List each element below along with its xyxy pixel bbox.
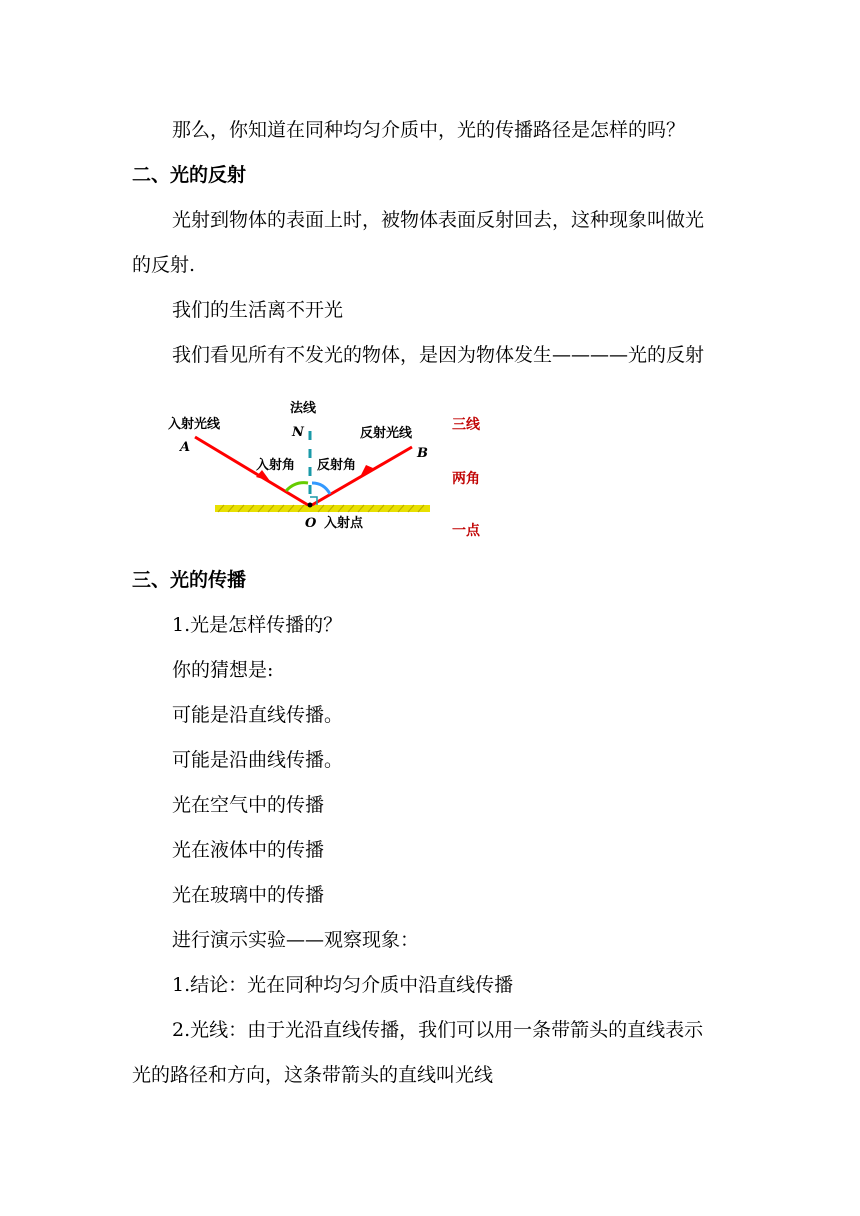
paragraph-medium-liquid: 光在液体中的传播 bbox=[172, 839, 325, 861]
reflection-diagram bbox=[160, 395, 500, 545]
paragraph-guess: 你的猜想是: bbox=[172, 659, 274, 681]
incident-point-dot bbox=[308, 503, 313, 508]
reflected-ray bbox=[312, 447, 412, 505]
label-one-point: 一点 bbox=[452, 523, 480, 539]
incident-angle-arc bbox=[286, 483, 308, 491]
label-point-b: B bbox=[417, 446, 428, 461]
label-incident-angle: 入射角 bbox=[256, 458, 296, 473]
paragraph-reflection-def-line1: 光射到物体的表面上时，被物体表面反射回去，这种现象叫做光 bbox=[172, 209, 705, 231]
paragraph-medium-glass: 光在玻璃中的传播 bbox=[172, 884, 325, 906]
label-normal: 法线 bbox=[290, 401, 317, 416]
label-three-lines: 三线 bbox=[452, 417, 480, 433]
paragraph-experiment: 进行演示实验——观察现象： bbox=[172, 929, 420, 951]
heading-reflection: 二、光的反射 bbox=[132, 164, 247, 186]
paragraph-conclusion: 1.结论：光在同种均匀介质中沿直线传播 bbox=[172, 974, 514, 996]
paragraph-medium-air: 光在空气中的传播 bbox=[172, 794, 325, 816]
paragraph-q1: 1.光是怎样传播的？ bbox=[172, 614, 343, 636]
paragraph-reflection-def-line2: 的反射. bbox=[132, 254, 196, 276]
label-reflection-angle: 反射角 bbox=[317, 458, 357, 473]
label-point-n: N bbox=[292, 425, 304, 440]
label-two-angles: 两角 bbox=[452, 471, 480, 487]
paragraph-seeing: 我们看见所有不发光的物体，是因为物体发生————光的反射 bbox=[172, 344, 705, 366]
label-point-a: A bbox=[180, 440, 191, 455]
paragraph-life: 我们的生活离不开光 bbox=[172, 299, 344, 321]
heading-propagation: 三、光的传播 bbox=[132, 569, 247, 591]
paragraph-question: 那么，你知道在同种均匀介质中，光的传播路径是怎样的吗？ bbox=[172, 119, 686, 141]
paragraph-guess-1: 可能是沿直线传播。 bbox=[172, 704, 344, 726]
paragraph-light-ray-line2: 光的路径和方向，这条带箭头的直线叫光线 bbox=[132, 1064, 494, 1086]
label-reflected-ray: 反射光线 bbox=[360, 426, 413, 441]
reflection-angle-arc bbox=[312, 483, 330, 494]
paragraph-light-ray-line1: 2.光线：由于光沿直线传播，我们可以用一条带箭头的直线表示 bbox=[172, 1019, 704, 1041]
label-incident-point: 入射点 bbox=[324, 516, 364, 531]
label-incident-ray: 入射光线 bbox=[168, 417, 221, 432]
label-point-o: O bbox=[305, 516, 317, 531]
paragraph-guess-2: 可能是沿曲线传播。 bbox=[172, 749, 344, 771]
